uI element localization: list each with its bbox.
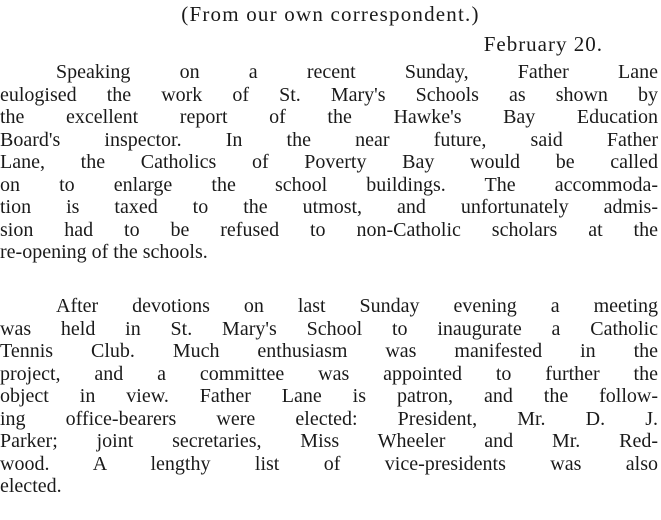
paragraph-line: elected. [0,475,62,497]
paragraph-line: Speaking on a recent Sunday, Father Lane [56,61,658,83]
paragraph-line: eulogised the work of St. Mary's Schools as shown by [0,83,658,106]
paragraph-line: Lane, the Catholics of Poverty Bay would be called [0,151,658,173]
paragraph-line: on to enlarge the school buildings. The accommoda- [0,173,658,196]
paragraph-line: object in view. Father Lane is patron, and the follow- [0,385,658,407]
paragraph-line: re-opening of the schools. [0,241,208,263]
paragraph-line: After devotions on last Sunday evening a meeting [56,295,658,317]
paragraph-line: ing office-bearers were elected: President, Mr. D. J. [0,407,658,430]
byline: (From our own correspondent.) [181,2,480,26]
paragraph-line: Parker; joint secretaries, Miss Wheeler and Mr. Red- [0,430,658,452]
paragraph-line: the excellent report of the Hawke's Bay Education [0,106,658,128]
paragraph-line: sion had to be refused to non-Catholic scholars at the [0,218,658,241]
paragraph-line: Tennis Club. Much enthusiasm was manifested in the [0,340,658,362]
paragraph-line: wood. A lengthy list of vice-presidents was also [0,452,658,475]
paragraph-line: project, and a committee was appointed to further the [0,362,658,385]
article-paragraph [0,61,658,264]
paragraph-line: Board's inspector. In the near future, said Father [0,128,658,151]
paragraph-line: tion is taxed to the utmost, and unfortunately admis- [0,196,658,218]
article-paragraph [0,295,658,498]
dateline: February 20. [483,32,603,56]
paragraph-line: was held in St. Mary's School to inaugurate a Catholic [0,317,658,340]
